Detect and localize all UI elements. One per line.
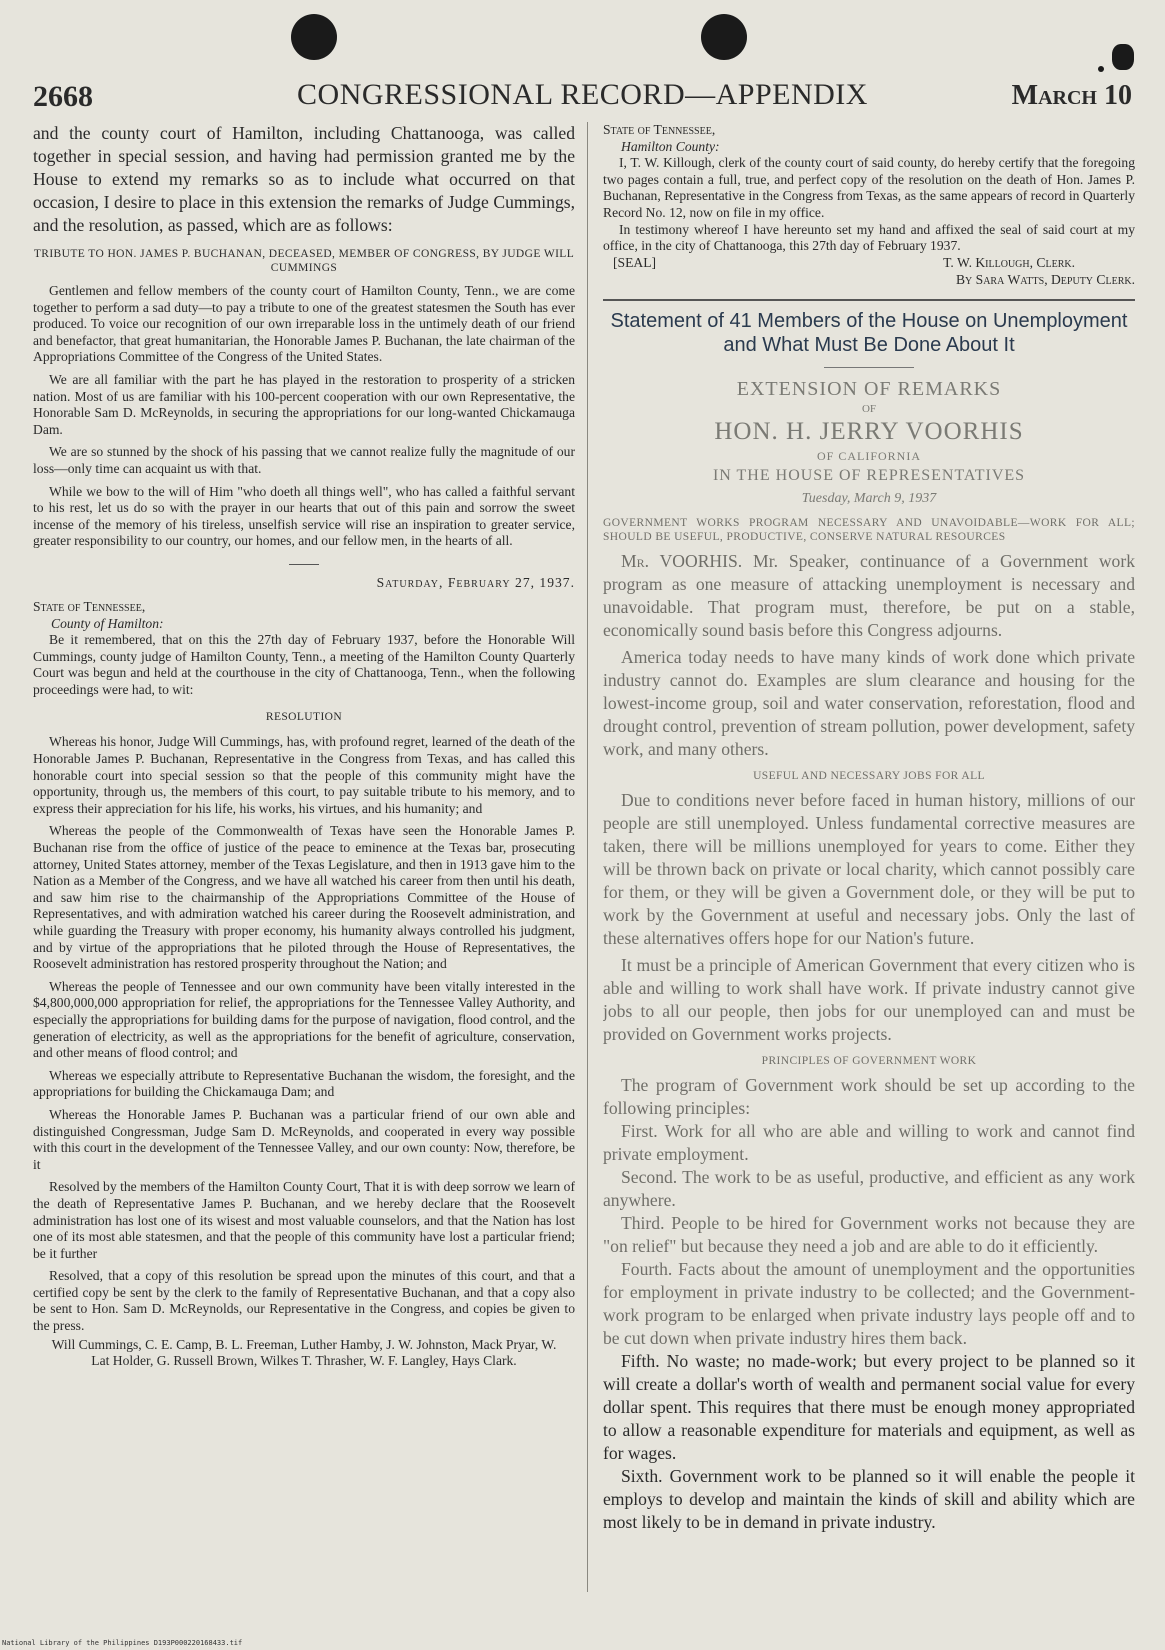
tribute-paragraph: While we bow to the will of Him "who doeth all things well", who has called a faithful servant to his rest, let us do so with the prayer in our hearts that out of this pain and sorrow the sweet incense of the memory of his tireless, unselfish service will rise an inspiration to greater service, greater responsibility to our country, our homes, and our fellow men, in the hearts of all. (33, 483, 575, 549)
useful-heading: USEFUL AND NECESSARY JOBS FOR ALL (753, 769, 985, 782)
member-name: HON. H. JERRY VOORHIS (714, 417, 1024, 445)
speaker-name: Mr. VOORHIS. (621, 550, 743, 571)
speech-paragraph: The program of Government work should be set up according to the following principles: (603, 1074, 1135, 1118)
page-number: 2668 (33, 80, 93, 113)
scan-mark (1112, 44, 1134, 70)
article-title: Statement of 41 Members of the House on Unemployment and What Must Be Done About It (610, 309, 1128, 356)
of-label: OF (861, 402, 877, 415)
cert-state: State of Tennessee, (603, 122, 716, 137)
column-divider (587, 122, 588, 1592)
house-label: IN THE HOUSE OF REPRESENTATIVES (712, 466, 1026, 484)
principle-item: Second. The work to be as useful, productive, and efficient as any work anywhere. (603, 1166, 1135, 1210)
gov-heading: GOVERNMENT WORKS PROGRAM NECESSARY AND UNAVOIDABLE—WORK FOR ALL; SHOULD BE USEFUL, PRODUCTIVE, CONSERVE NATURAL RESOURCES (603, 516, 1135, 543)
tribute-paragraph: Gentlemen and fellow members of the county court of Hamilton County, Tenn., we are come together to perform a sad duty—to pay a tribute to one of the greatest statesmen the South has ever produced. To voice our recognition of our own irreparable loss in the untimely death of our friend and benefactor, that great humanitarian, the Honorable James P. Buchanan, the late chairman of the Appropriations Committee of the Congress of the United States. (33, 283, 575, 365)
principles-heading: PRINCIPLES OF GOVERNMENT WORK (761, 1054, 977, 1067)
clerk-signature: T. W. Killough, Clerk. (943, 255, 1075, 271)
extension-label: EXTENSION OF REMARKS (736, 377, 1002, 400)
speech-text: Mr. Speaker, continuance of a Government work program as one measure of attacking unemployment is necessary and unavoidable. That program must, therefore, be put on a stable, economically sound basis before this Congress adjourns. (603, 550, 1135, 640)
tribute-paragraph: We are all familiar with the part he has played in the restoration to prosperity of a stricken nation. Most of us are familiar with his 100-percent cooperation with our own Representative, the Honorable Sam D. McReynolds, in securing the appropriations for our long-wanted Chickamauga Dam. (33, 371, 575, 437)
signers: Will Cummings, C. E. Camp, B. L. Freeman, Luther Hamby, J. W. Johnston, Mack Pryar, W. Lat Holder, G. Russell Brown, Wilkes T. Thrasher, W. F. Langley, Hays Clark. (51, 1336, 557, 1369)
scan-dot (1098, 66, 1104, 72)
state-label: State of Tennessee, (33, 598, 146, 614)
certificate-paragraph: I, T. W. Killough, clerk of the county court of said county, do hereby certify that the foregoing two pages contain a full, true, and perfect copy of the resolution on the death of Hon. James P. Buchanan, Representative in the Congress from Texas, as the same appears of record in Quarterly Record No. 12, now on file in my office. (603, 155, 1135, 220)
left-column (33, 122, 575, 1602)
speech-paragraph: Due to conditions never before faced in human history, millions of our people are still unemployed. Unless fundamental corrective measures are taken, there will be millions unemployed for years to come. Either they will be thrown back on private or local charity, which cannot possibly care for them, or they will be given a Government dole, or they will be put to work by the Government at useful and necessary jobs. Only the last of these alternatives offers hope for our Nation's future. (603, 789, 1135, 948)
binder-hole-left (291, 14, 337, 60)
binder-hole-right (701, 14, 747, 60)
speech-heading (603, 376, 1135, 510)
scan-footer: National Library of the Philippines D193P000220168433.tif (2, 1639, 243, 1647)
resolution-paragraph: Whereas the Honorable James P. Buchanan was a particular friend of our own able and distinguished Congressman, Judge Sam D. McReynolds, and cooperated in every way possible with this court in the development of the Tennessee Valley, and our own county: Now, therefore, be it (33, 1106, 575, 1172)
county-label: County of Hamilton: (51, 615, 164, 631)
session-date: Saturday, February 27, 1937. (376, 574, 575, 590)
principle-item: First. Work for all who are able and willing to work and cannot find private employment. (603, 1120, 1135, 1164)
speech-paragraph (603, 550, 1135, 642)
resolution-paragraph: Resolved, that a copy of this resolution be spread upon the minutes of this court, and that a certified copy be sent by the clerk to the family of Representative Buchanan, and that a copy also be sent to Hon. Sam D. McReynolds, our Representative in the Congress, and copies be given to the press. (33, 1268, 575, 1334)
session-paragraph: Be it remembered, that on this the 27th day of February 1937, before the Honorable Will Cummings, county judge of Hamilton County, Tenn., a meeting of the Hamilton County Quarterly Court was begun and held at the courthouse in the city of Chattanooga, Tenn., when the following proceedings were had, to wit: (33, 632, 575, 697)
page-date: March 10 (1011, 80, 1132, 111)
intro-paragraph: and the county court of Hamilton, including Chattanooga, was called together in special session, and having had permission granted me by the House to extend my remarks so as to include what occurred on that occasion, I desire to place in this extension the remarks of Judge Cummings, and the resolution, as passed, which are as follows: (33, 123, 575, 235)
principle-item: Third. People to be hired for Government works not because they are "on relief" but because they need a job and are able to do it efficiently. (603, 1212, 1135, 1256)
deputy-signature: By Sara Watts, Deputy Clerk. (955, 271, 1135, 287)
speech-paragraph: America today needs to have many kinds of work done which private industry cannot do. Examples are slum clearance and housing for the lowest-income group, soil and water conservation, reforestation, flood and drought control, prevention of stream pollution, power development, safety work, and many others. (603, 646, 1135, 759)
tribute-heading: TRIBUTE TO HON. JAMES P. BUCHANAN, DECEASED, MEMBER OF CONGRESS, BY JUDGE WILL CUMMINGS (33, 248, 575, 274)
seal-label: [SEAL] (613, 254, 657, 270)
section-rule (289, 564, 319, 565)
resolution-paragraph: Whereas the people of Tennessee and our own community have been vitally interested in the $4,800,000,000 appropriation for relief, the appropriations for the Tennessee Valley Authority, and especially the appropriations for building dams for the purpose of navigation, flood control, and the generation of electricity, as well as the appropriations for the benefit of agriculture, conservation, and other means of flood control; and (33, 978, 575, 1061)
speech-paragraph: It must be a principle of American Government that every citizen who is able and willing to work shall have work. If private industry cannot give jobs to all our people, then jobs for our unemployed can and must be provided on Government works projects. (603, 954, 1135, 1044)
page-title: CONGRESSIONAL RECORD—APPENDIX (297, 78, 868, 111)
principle-item: Fourth. Facts about the amount of unemployment and the opportunities for employment in private industry to be collected; and the Government-work program to be enlarged when private industry lays people off and to be cut down when private industry hires them back. (603, 1258, 1135, 1348)
resolution-paragraph: Whereas his honor, Judge Will Cummings, has, with profound regret, learned of the death of the Honorable James P. Buchanan, Representative in the Congress from Texas, and has called this honorable court into special session so that the people of this community might have the opportunity, through us, the members of this court, to pay suitable tribute to his memory, and to express their appreciation for his life, his works, his virtues, and his humanity; and (33, 734, 575, 816)
title-rule (824, 367, 914, 368)
resolution-paragraph: Whereas the people of the Commonwealth of Texas have seen the Honorable James P. Buchanan rise from the office of justice of the peace to eminence at the Texas bar, prosecuting attorney, United States attorney, member of the Texas Legislature, and then in 1913 gave him to the Nation as a Member of the Congress, and we have all watched his career from then until his death, and saw him rise to the chairmanship of the Appropriations Committee of the House of Representatives, and with admiration watched his career during the Roosevelt administration, and while guarding the Treasury with proper economy, his humanity always controlled his judgment, and by virtue of the appropriations that he piloted through the House of Representatives, the Roosevelt administration has restored prosperity throughout the Nation; and (33, 823, 575, 972)
article-rule (603, 299, 1135, 301)
principle-item: Sixth. Government work to be planned so it will enable the people it employs to develop and maintain the kinds of skill and ability which are most likely to be in demand in private industry. (603, 1465, 1135, 1532)
resolution-heading: RESOLUTION (265, 711, 343, 724)
right-column (603, 122, 1135, 1602)
tribute-paragraph: We are so stunned by the shock of his passing that we cannot realize fully the magnitude of our loss—only time can acquaint us with that. (33, 444, 575, 476)
resolution-paragraph: Whereas we especially attribute to Representative Buchanan the wisdom, the foresight, and the appropriations for building the Chickamauga Dam; and (33, 1067, 575, 1100)
speech-date: Tuesday, March 9, 1937 (801, 490, 937, 506)
cert-county: Hamilton County: (621, 138, 720, 154)
resolution-paragraph: Resolved by the members of the Hamilton County Court, That it is with deep sorrow we learn of the death of Representative James P. Buchanan, and we hereby declare that the Roosevelt administration has lost one of its wisest and most valuable counselors, and that the Nation has lost one of its most able statesmen, and that the people of this community have lost a particular friend; be it further (33, 1179, 575, 1261)
member-state: OF CALIFORNIA (816, 448, 921, 463)
certificate-paragraph: In testimony whereof I have hereunto set my hand and affixed the seal of said court at my office, in the city of Chattanooga, this 27th day of February 1937. (603, 221, 1135, 254)
principle-item: Fifth. No waste; no made-work; but every project to be planned so it will create a dollar's worth of wealth and permanent social value for every dollar spent. This requires that there must be enough money appropriated to allow a reasonable expenditure for materials and equipment, as well as for wages. (603, 1350, 1135, 1463)
